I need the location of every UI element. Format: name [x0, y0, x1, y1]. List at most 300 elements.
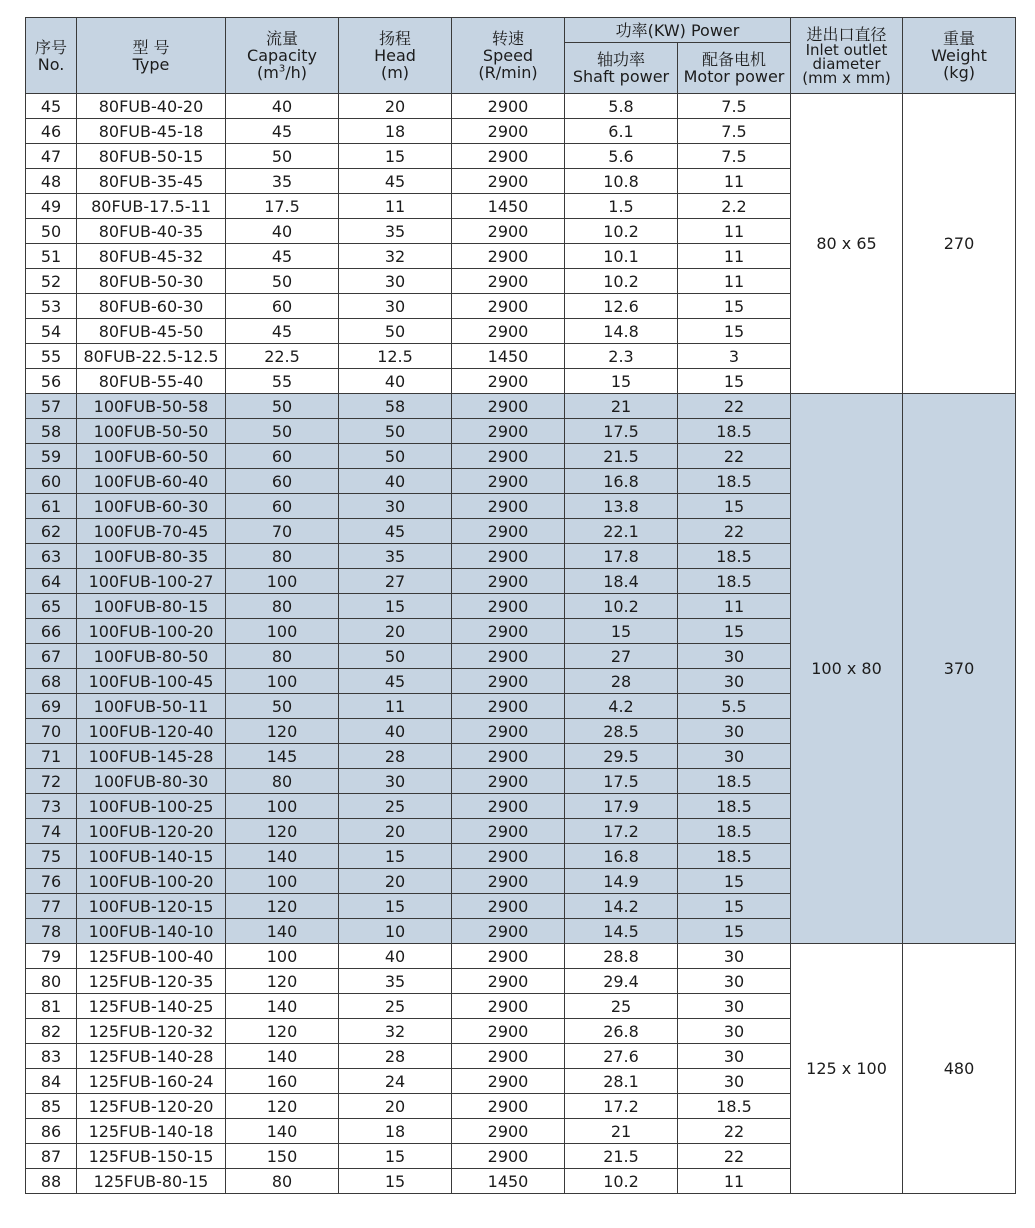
- cell-head: 40: [339, 719, 452, 744]
- cell-no: 57: [26, 394, 77, 419]
- cell-head: 18: [339, 119, 452, 144]
- cell-motor-power: 11: [678, 169, 791, 194]
- cell-shaft-power: 14.8: [565, 319, 678, 344]
- cell-motor-power: 22: [678, 1119, 791, 1144]
- cell-capacity: 140: [226, 919, 339, 944]
- cell-type: 100FUB-140-10: [77, 919, 226, 944]
- cell-shaft-power: 14.9: [565, 869, 678, 894]
- cell-no: 49: [26, 194, 77, 219]
- header-speed: 转速 Speed (R/min): [452, 18, 565, 94]
- cell-type: 80FUB-45-50: [77, 319, 226, 344]
- cell-motor-power: 15: [678, 894, 791, 919]
- cell-capacity: 55: [226, 369, 339, 394]
- cell-capacity: 120: [226, 1094, 339, 1119]
- cell-type: 80FUB-60-30: [77, 294, 226, 319]
- cell-type: 80FUB-40-20: [77, 94, 226, 119]
- cell-no: 69: [26, 694, 77, 719]
- cell-speed: 2900: [452, 694, 565, 719]
- cell-type: 125FUB-150-15: [77, 1144, 226, 1169]
- cell-motor-power: 15: [678, 494, 791, 519]
- cell-motor-power: 2.2: [678, 194, 791, 219]
- cell-capacity: 100: [226, 944, 339, 969]
- cell-head: 50: [339, 419, 452, 444]
- cell-type: 80FUB-50-15: [77, 144, 226, 169]
- cell-speed: 2900: [452, 394, 565, 419]
- cell-capacity: 100: [226, 569, 339, 594]
- cell-capacity: 160: [226, 1069, 339, 1094]
- cell-shaft-power: 26.8: [565, 1019, 678, 1044]
- cell-capacity: 80: [226, 1169, 339, 1194]
- cell-shaft-power: 28.5: [565, 719, 678, 744]
- cell-speed: 2900: [452, 419, 565, 444]
- pump-spec-table: [25, 17, 1016, 1194]
- cell-capacity: 50: [226, 419, 339, 444]
- cell-no: 53: [26, 294, 77, 319]
- cell-shaft-power: 29.4: [565, 969, 678, 994]
- cell-head: 15: [339, 1144, 452, 1169]
- cell-type: 80FUB-55-40: [77, 369, 226, 394]
- header-capacity: 流量 Capacity $(m^3/h)$: [226, 18, 339, 94]
- cell-no: 46: [26, 119, 77, 144]
- cell-capacity: 45: [226, 119, 339, 144]
- cell-type: 100FUB-60-50: [77, 444, 226, 469]
- cell-head: 20: [339, 819, 452, 844]
- cell-speed: 2900: [452, 969, 565, 994]
- cell-head: 20: [339, 619, 452, 644]
- cell-head: 40: [339, 944, 452, 969]
- cell-no: 88: [26, 1169, 77, 1194]
- cell-shaft-power: 29.5: [565, 744, 678, 769]
- cell-shaft-power: 21.5: [565, 444, 678, 469]
- cell-no: 71: [26, 744, 77, 769]
- cell-shaft-power: 12.6: [565, 294, 678, 319]
- cell-motor-power: 30: [678, 944, 791, 969]
- cell-head: 11: [339, 194, 452, 219]
- cell-speed: 2900: [452, 1044, 565, 1069]
- cell-no: 65: [26, 594, 77, 619]
- cell-head: 15: [339, 594, 452, 619]
- cell-head: 50: [339, 319, 452, 344]
- cell-motor-power: 30: [678, 669, 791, 694]
- cell-speed: 2900: [452, 944, 565, 969]
- cell-capacity: 50: [226, 269, 339, 294]
- cell-no: 52: [26, 269, 77, 294]
- cell-head: 35: [339, 969, 452, 994]
- cell-no: 61: [26, 494, 77, 519]
- cell-motor-power: 22: [678, 394, 791, 419]
- cell-no: 63: [26, 544, 77, 569]
- cell-speed: 2900: [452, 544, 565, 569]
- cell-capacity: 80: [226, 644, 339, 669]
- cell-head: 20: [339, 869, 452, 894]
- cell-head: 45: [339, 169, 452, 194]
- cell-capacity: 17.5: [226, 194, 339, 219]
- cell-type: 125FUB-120-35: [77, 969, 226, 994]
- cell-no: 84: [26, 1069, 77, 1094]
- cell-no: 45: [26, 94, 77, 119]
- cell-no: 70: [26, 719, 77, 744]
- cell-capacity: 40: [226, 94, 339, 119]
- cell-head: 28: [339, 744, 452, 769]
- table-body: [26, 94, 1016, 1194]
- cell-motor-power: 18.5: [678, 469, 791, 494]
- header-motor-power: 配备电机 Motor power: [678, 43, 791, 94]
- cell-type: 100FUB-60-30: [77, 494, 226, 519]
- cell-head: 58: [339, 394, 452, 419]
- cell-motor-power: 30: [678, 719, 791, 744]
- cell-no: 86: [26, 1119, 77, 1144]
- cell-speed: 2900: [452, 994, 565, 1019]
- cell-capacity: 80: [226, 594, 339, 619]
- cell-shaft-power: 28.1: [565, 1069, 678, 1094]
- header-type: 型 号 Type: [77, 18, 226, 94]
- cell-type: 125FUB-100-40: [77, 944, 226, 969]
- cell-motor-power: 3: [678, 344, 791, 369]
- header-head: 扬程 Head (m): [339, 18, 452, 94]
- cell-shaft-power: 22.1: [565, 519, 678, 544]
- cell-head: 18: [339, 1119, 452, 1144]
- cell-shaft-power: 21: [565, 394, 678, 419]
- cell-speed: 2900: [452, 819, 565, 844]
- cell-speed: 2900: [452, 369, 565, 394]
- cell-motor-power: 11: [678, 594, 791, 619]
- cell-capacity: 140: [226, 994, 339, 1019]
- cell-type: 100FUB-100-20: [77, 619, 226, 644]
- cell-speed: 2900: [452, 1019, 565, 1044]
- cell-shaft-power: 10.2: [565, 269, 678, 294]
- cell-head: 30: [339, 269, 452, 294]
- cell-no: 87: [26, 1144, 77, 1169]
- cell-speed: 1450: [452, 194, 565, 219]
- cell-no: 79: [26, 944, 77, 969]
- cell-no: 67: [26, 644, 77, 669]
- cell-type: 100FUB-120-40: [77, 719, 226, 744]
- cell-speed: 2900: [452, 594, 565, 619]
- cell-motor-power: 7.5: [678, 144, 791, 169]
- cell-capacity: 22.5: [226, 344, 339, 369]
- cell-head: 32: [339, 1019, 452, 1044]
- cell-motor-power: 30: [678, 994, 791, 1019]
- cell-head: 32: [339, 244, 452, 269]
- cell-head: 11: [339, 694, 452, 719]
- cell-motor-power: 18.5: [678, 544, 791, 569]
- cell-motor-power: 18.5: [678, 794, 791, 819]
- cell-motor-power: 5.5: [678, 694, 791, 719]
- table-header: [26, 18, 1016, 94]
- cell-shaft-power: 17.9: [565, 794, 678, 819]
- cell-shaft-power: 16.8: [565, 469, 678, 494]
- cell-head: 24: [339, 1069, 452, 1094]
- header-weight: 重量 Weight (kg): [903, 18, 1016, 94]
- cell-type: 100FUB-100-25: [77, 794, 226, 819]
- cell-motor-power: 18.5: [678, 1094, 791, 1119]
- cell-capacity: 140: [226, 1044, 339, 1069]
- cell-speed: 2900: [452, 244, 565, 269]
- cell-speed: 2900: [452, 94, 565, 119]
- cell-speed: 2900: [452, 519, 565, 544]
- cell-speed: 2900: [452, 144, 565, 169]
- cell-speed: 2900: [452, 794, 565, 819]
- cell-shaft-power: 28.8: [565, 944, 678, 969]
- cell-type: 100FUB-80-50: [77, 644, 226, 669]
- cell-shaft-power: 17.8: [565, 544, 678, 569]
- cell-motor-power: 18.5: [678, 819, 791, 844]
- cell-head: 45: [339, 669, 452, 694]
- cell-shaft-power: 5.8: [565, 94, 678, 119]
- cell-head: 27: [339, 569, 452, 594]
- cell-no: 76: [26, 869, 77, 894]
- cell-motor-power: 7.5: [678, 119, 791, 144]
- cell-capacity: 120: [226, 819, 339, 844]
- cell-type: 125FUB-120-20: [77, 1094, 226, 1119]
- cell-no: 78: [26, 919, 77, 944]
- cell-no: 68: [26, 669, 77, 694]
- cell-shaft-power: 16.8: [565, 844, 678, 869]
- cell-type: 80FUB-17.5-11: [77, 194, 226, 219]
- cell-capacity: 120: [226, 894, 339, 919]
- cell-speed: 2900: [452, 1144, 565, 1169]
- cell-no: 80: [26, 969, 77, 994]
- cell-shaft-power: 2.3: [565, 344, 678, 369]
- cell-no: 54: [26, 319, 77, 344]
- cell-no: 56: [26, 369, 77, 394]
- cell-motor-power: 30: [678, 1069, 791, 1094]
- cell-shaft-power: 28: [565, 669, 678, 694]
- cell-type: 100FUB-80-30: [77, 769, 226, 794]
- cell-type: 125FUB-140-18: [77, 1119, 226, 1144]
- cell-motor-power: 22: [678, 519, 791, 544]
- cell-speed: 2900: [452, 219, 565, 244]
- cell-shaft-power: 25: [565, 994, 678, 1019]
- cell-shaft-power: 14.5: [565, 919, 678, 944]
- cell-motor-power: 15: [678, 869, 791, 894]
- cell-motor-power: 15: [678, 919, 791, 944]
- cell-shaft-power: 21: [565, 1119, 678, 1144]
- cell-motor-power: 15: [678, 319, 791, 344]
- cell-head: 20: [339, 94, 452, 119]
- cell-shaft-power: 10.2: [565, 219, 678, 244]
- cell-no: 77: [26, 894, 77, 919]
- cell-head: 15: [339, 144, 452, 169]
- cell-capacity: 80: [226, 544, 339, 569]
- cell-motor-power: 22: [678, 444, 791, 469]
- cell-type: 125FUB-140-25: [77, 994, 226, 1019]
- cell-speed: 2900: [452, 269, 565, 294]
- cell-head: 12.5: [339, 344, 452, 369]
- cell-capacity: 50: [226, 144, 339, 169]
- cell-head: 15: [339, 894, 452, 919]
- cell-shaft-power: 17.2: [565, 1094, 678, 1119]
- cell-head: 35: [339, 219, 452, 244]
- cell-shaft-power: 5.6: [565, 144, 678, 169]
- cell-diameter: 100 x 80: [791, 394, 903, 944]
- cell-no: 47: [26, 144, 77, 169]
- cell-shaft-power: 15: [565, 369, 678, 394]
- cell-speed: 2900: [452, 319, 565, 344]
- cell-head: 50: [339, 644, 452, 669]
- cell-no: 48: [26, 169, 77, 194]
- cell-capacity: 120: [226, 1019, 339, 1044]
- cell-motor-power: 30: [678, 644, 791, 669]
- cell-head: 50: [339, 444, 452, 469]
- cell-motor-power: 18.5: [678, 769, 791, 794]
- cell-head: 15: [339, 844, 452, 869]
- cell-shaft-power: 10.2: [565, 594, 678, 619]
- cell-type: 100FUB-70-45: [77, 519, 226, 544]
- cell-type: 125FUB-140-28: [77, 1044, 226, 1069]
- cell-capacity: 50: [226, 394, 339, 419]
- cell-speed: 2900: [452, 569, 565, 594]
- cell-type: 100FUB-80-15: [77, 594, 226, 619]
- header-diameter: 进出口直径 Inlet outlet diameter (mm x mm): [791, 18, 903, 94]
- cell-capacity: 45: [226, 244, 339, 269]
- header-no: 序号 No.: [26, 18, 77, 94]
- cell-speed: 2900: [452, 644, 565, 669]
- cell-no: 74: [26, 819, 77, 844]
- cell-diameter: 125 x 100: [791, 944, 903, 1194]
- cell-shaft-power: 27: [565, 644, 678, 669]
- cell-motor-power: 11: [678, 219, 791, 244]
- cell-type: 100FUB-50-50: [77, 419, 226, 444]
- cell-motor-power: 15: [678, 619, 791, 644]
- cell-capacity: 100: [226, 794, 339, 819]
- cell-speed: 2900: [452, 844, 565, 869]
- cell-no: 60: [26, 469, 77, 494]
- cell-shaft-power: 13.8: [565, 494, 678, 519]
- cell-type: 80FUB-40-35: [77, 219, 226, 244]
- cell-speed: 2900: [452, 1094, 565, 1119]
- cell-type: 100FUB-60-40: [77, 469, 226, 494]
- cell-capacity: 100: [226, 869, 339, 894]
- cell-shaft-power: 18.4: [565, 569, 678, 594]
- cell-head: 30: [339, 294, 452, 319]
- cell-type: 125FUB-80-15: [77, 1169, 226, 1194]
- cell-capacity: 70: [226, 519, 339, 544]
- cell-capacity: 40: [226, 219, 339, 244]
- cell-shaft-power: 4.2: [565, 694, 678, 719]
- cell-capacity: 60: [226, 444, 339, 469]
- cell-capacity: 50: [226, 694, 339, 719]
- cell-shaft-power: 10.8: [565, 169, 678, 194]
- cell-head: 40: [339, 369, 452, 394]
- cell-speed: 2900: [452, 719, 565, 744]
- cell-no: 82: [26, 1019, 77, 1044]
- cell-no: 81: [26, 994, 77, 1019]
- cell-motor-power: 30: [678, 1044, 791, 1069]
- cell-speed: 2900: [452, 894, 565, 919]
- cell-shaft-power: 17.5: [565, 419, 678, 444]
- cell-capacity: 80: [226, 769, 339, 794]
- cell-type: 100FUB-100-20: [77, 869, 226, 894]
- cell-head: 35: [339, 544, 452, 569]
- cell-shaft-power: 17.2: [565, 819, 678, 844]
- cell-no: 55: [26, 344, 77, 369]
- cell-type: 100FUB-50-11: [77, 694, 226, 719]
- cell-capacity: 60: [226, 294, 339, 319]
- cell-capacity: 60: [226, 494, 339, 519]
- cell-type: 80FUB-45-18: [77, 119, 226, 144]
- cell-capacity: 35: [226, 169, 339, 194]
- cell-capacity: 100: [226, 669, 339, 694]
- cell-capacity: 45: [226, 319, 339, 344]
- cell-motor-power: 18.5: [678, 419, 791, 444]
- cell-type: 100FUB-50-58: [77, 394, 226, 419]
- cell-speed: 2900: [452, 1119, 565, 1144]
- cell-motor-power: 30: [678, 744, 791, 769]
- cell-head: 30: [339, 769, 452, 794]
- cell-type: 125FUB-160-24: [77, 1069, 226, 1094]
- cell-shaft-power: 6.1: [565, 119, 678, 144]
- cell-type: 125FUB-120-32: [77, 1019, 226, 1044]
- cell-type: 100FUB-120-15: [77, 894, 226, 919]
- cell-type: 80FUB-50-30: [77, 269, 226, 294]
- cell-motor-power: 15: [678, 369, 791, 394]
- cell-speed: 2900: [452, 469, 565, 494]
- cell-no: 51: [26, 244, 77, 269]
- cell-shaft-power: 27.6: [565, 1044, 678, 1069]
- cell-no: 73: [26, 794, 77, 819]
- cell-type: 80FUB-45-32: [77, 244, 226, 269]
- cell-speed: 2900: [452, 169, 565, 194]
- cell-speed: 2900: [452, 744, 565, 769]
- cell-motor-power: 7.5: [678, 94, 791, 119]
- cell-speed: 2900: [452, 619, 565, 644]
- cell-head: 10: [339, 919, 452, 944]
- cell-no: 58: [26, 419, 77, 444]
- cell-motor-power: 18.5: [678, 844, 791, 869]
- cell-type: 100FUB-120-20: [77, 819, 226, 844]
- cell-type: 100FUB-100-45: [77, 669, 226, 694]
- cell-type: 100FUB-80-35: [77, 544, 226, 569]
- cell-shaft-power: 17.5: [565, 769, 678, 794]
- cell-speed: 1450: [452, 1169, 565, 1194]
- cell-type: 80FUB-22.5-12.5: [77, 344, 226, 369]
- cell-capacity: 100: [226, 619, 339, 644]
- cell-shaft-power: 15: [565, 619, 678, 644]
- cell-shaft-power: 10.1: [565, 244, 678, 269]
- cell-no: 62: [26, 519, 77, 544]
- cell-shaft-power: 1.5: [565, 194, 678, 219]
- cell-no: 66: [26, 619, 77, 644]
- cell-diameter: 80 x 65: [791, 94, 903, 394]
- cell-type: 100FUB-140-15: [77, 844, 226, 869]
- cell-motor-power: 30: [678, 969, 791, 994]
- cell-capacity: 145: [226, 744, 339, 769]
- cell-motor-power: 30: [678, 1019, 791, 1044]
- table-row: [26, 94, 1016, 119]
- cell-speed: 2900: [452, 769, 565, 794]
- cell-head: 20: [339, 1094, 452, 1119]
- cell-motor-power: 11: [678, 244, 791, 269]
- cell-capacity: 140: [226, 1119, 339, 1144]
- cell-head: 40: [339, 469, 452, 494]
- cell-no: 83: [26, 1044, 77, 1069]
- cell-type: 80FUB-35-45: [77, 169, 226, 194]
- cell-shaft-power: 10.2: [565, 1169, 678, 1194]
- cell-capacity: 150: [226, 1144, 339, 1169]
- cell-capacity: 60: [226, 469, 339, 494]
- table-row: [26, 394, 1016, 419]
- cell-capacity: 140: [226, 844, 339, 869]
- cell-no: 50: [26, 219, 77, 244]
- cell-shaft-power: 21.5: [565, 1144, 678, 1169]
- cell-capacity: 120: [226, 969, 339, 994]
- cell-head: 30: [339, 494, 452, 519]
- cell-head: 45: [339, 519, 452, 544]
- cell-head: 15: [339, 1169, 452, 1194]
- cell-motor-power: 18.5: [678, 569, 791, 594]
- cell-capacity: 120: [226, 719, 339, 744]
